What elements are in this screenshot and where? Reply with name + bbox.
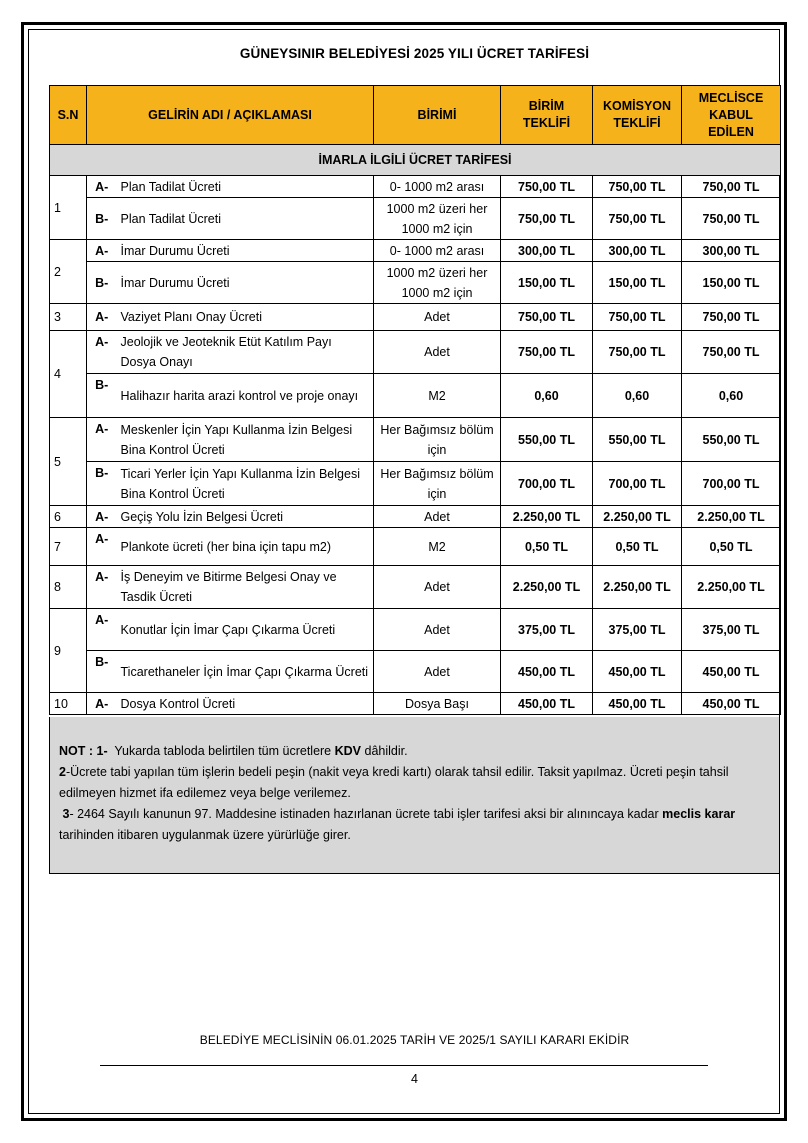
table-row xyxy=(50,198,781,240)
row-unit: Adet xyxy=(374,609,501,651)
row-council-accepted: 300,00 TL xyxy=(682,240,781,262)
table-row xyxy=(50,528,781,566)
row-sn: 3 xyxy=(50,304,87,331)
row-unit-offer: 0,60 xyxy=(501,374,593,418)
row-commission-offer: 550,00 TL xyxy=(593,418,682,462)
row-council-accepted: 450,00 TL xyxy=(682,651,781,693)
row-unit-offer: 750,00 TL xyxy=(501,304,593,331)
row-unit: Her Bağımsız bölüm için xyxy=(374,418,501,462)
row-commission-offer: 0,60 xyxy=(593,374,682,418)
note-3-number: 3 xyxy=(62,807,70,821)
notes-box xyxy=(49,717,780,874)
row-commission-offer: 750,00 TL xyxy=(593,198,682,240)
row-letter: A- xyxy=(87,506,117,528)
row-description: Jeolojik ve Jeoteknik Etüt Katılım Payı Dosya Onayı xyxy=(117,331,374,374)
row-letter: A- xyxy=(87,693,117,715)
row-unit: M2 xyxy=(374,374,501,418)
row-letter: A- xyxy=(87,176,117,198)
row-sn: 1 xyxy=(50,176,87,240)
table-row xyxy=(50,374,781,418)
table-row xyxy=(50,262,781,304)
table-row xyxy=(50,693,781,715)
row-commission-offer: 700,00 TL xyxy=(593,462,682,506)
row-unit: Her Bağımsız bölüm için xyxy=(374,462,501,506)
row-council-accepted: 700,00 TL xyxy=(682,462,781,506)
row-sn: 8 xyxy=(50,566,87,609)
row-council-accepted: 0,60 xyxy=(682,374,781,418)
row-letter: B- xyxy=(87,198,117,240)
row-unit: 0- 1000 m2 arası xyxy=(374,240,501,262)
row-commission-offer: 150,00 TL xyxy=(593,262,682,304)
table-header-row xyxy=(50,86,781,145)
header-unit: BİRİMİ xyxy=(374,86,501,145)
note-1-label: NOT : 1- xyxy=(59,744,108,758)
row-commission-offer: 2.250,00 TL xyxy=(593,506,682,528)
row-council-accepted: 750,00 TL xyxy=(682,304,781,331)
table-row xyxy=(50,506,781,528)
note-3-text-b: tarihinden itibaren uygulanmak üzere yürürlüğe girer. xyxy=(59,828,351,842)
section-title: İMARLA İLGİLİ ÜCRET TARİFESİ xyxy=(50,145,781,176)
row-council-accepted: 750,00 TL xyxy=(682,176,781,198)
row-unit-offer: 450,00 TL xyxy=(501,693,593,715)
row-letter: A- xyxy=(87,240,117,262)
row-unit: Dosya Başı xyxy=(374,693,501,715)
row-commission-offer: 450,00 TL xyxy=(593,651,682,693)
row-unit: Adet xyxy=(374,331,501,374)
row-unit-offer: 375,00 TL xyxy=(501,609,593,651)
section-row xyxy=(50,145,781,176)
note-3-text-a: - 2464 Sayılı kanunun 97. Maddesine istinaden hazırlanan ücrete tabi işler tarifesi aksi bir alınıncaya kadar xyxy=(69,807,659,821)
row-unit: M2 xyxy=(374,528,501,566)
note-1-text-a: Yukarda tabloda belirtilen tüm ücretlere xyxy=(114,744,332,758)
row-description: Vaziyet Planı Onay Ücreti xyxy=(117,304,374,331)
row-letter: B- xyxy=(87,374,117,418)
note-2 xyxy=(59,762,771,804)
row-letter: A- xyxy=(87,418,117,462)
row-unit-offer: 450,00 TL xyxy=(501,651,593,693)
note-2-text: -Ücrete tabi yapılan tüm işlerin bedeli peşin (nakit veya kredi kartı) olarak tahsil edilir. Taksit yapılmaz. Ücreti peşin tahsil edilmeyen hizmet ifa edilemez veya belge verilemez. xyxy=(59,765,729,800)
table-row xyxy=(50,331,781,374)
row-unit: Adet xyxy=(374,304,501,331)
table-row xyxy=(50,609,781,651)
row-commission-offer: 300,00 TL xyxy=(593,240,682,262)
row-letter: A- xyxy=(87,331,117,374)
header-unit-offer: BİRİM TEKLİFİ xyxy=(501,86,593,145)
row-unit: 1000 m2 üzeri her 1000 m2 için xyxy=(374,198,501,240)
note-1-bold: KDV xyxy=(334,744,362,758)
row-commission-offer: 375,00 TL xyxy=(593,609,682,651)
row-letter: A- xyxy=(87,609,117,651)
row-sn: 2 xyxy=(50,240,87,304)
row-council-accepted: 750,00 TL xyxy=(682,198,781,240)
document-title: GÜNEYSINIR BELEDİYESİ 2025 YILI ÜCRET TARİFESİ xyxy=(239,46,590,61)
row-council-accepted: 375,00 TL xyxy=(682,609,781,651)
row-description: Dosya Kontrol Ücreti xyxy=(117,693,374,715)
row-council-accepted: 2.250,00 TL xyxy=(682,506,781,528)
row-commission-offer: 0,50 TL xyxy=(593,528,682,566)
note-1 xyxy=(59,741,771,762)
row-description: Geçiş Yolu İzin Belgesi Ücreti xyxy=(117,506,374,528)
row-unit-offer: 150,00 TL xyxy=(501,262,593,304)
row-sn: 9 xyxy=(50,609,87,693)
row-unit: Adet xyxy=(374,506,501,528)
row-letter: B- xyxy=(87,262,117,304)
row-unit-offer: 750,00 TL xyxy=(501,198,593,240)
table-row xyxy=(50,304,781,331)
row-description: Plan Tadilat Ücreti xyxy=(117,198,374,240)
footer-divider xyxy=(100,1065,708,1066)
row-letter: A- xyxy=(87,304,117,331)
row-unit-offer: 750,00 TL xyxy=(501,331,593,374)
row-council-accepted: 750,00 TL xyxy=(682,331,781,374)
row-unit-offer: 550,00 TL xyxy=(501,418,593,462)
table-row xyxy=(50,566,781,609)
header-name: GELİRİN ADI / AÇIKLAMASI xyxy=(87,86,374,145)
row-sn: 5 xyxy=(50,418,87,506)
row-unit-offer: 0,50 TL xyxy=(501,528,593,566)
row-council-accepted: 2.250,00 TL xyxy=(682,566,781,609)
table-row xyxy=(50,651,781,693)
note-2-number: 2 xyxy=(59,765,66,779)
row-unit-offer: 2.250,00 TL xyxy=(501,506,593,528)
row-commission-offer: 750,00 TL xyxy=(593,331,682,374)
row-letter: A- xyxy=(87,528,117,566)
row-unit-offer: 750,00 TL xyxy=(501,176,593,198)
table-row xyxy=(50,176,781,198)
header-sn: S.N xyxy=(50,86,87,145)
row-description: Meskenler İçin Yapı Kullanma İzin Belgesi Bina Kontrol Ücreti xyxy=(117,418,374,462)
row-council-accepted: 150,00 TL xyxy=(682,262,781,304)
row-council-accepted: 550,00 TL xyxy=(682,418,781,462)
header-commission-offer: KOMİSYON TEKLİFİ xyxy=(593,86,682,145)
note-3-bold: meclis karar xyxy=(662,807,736,821)
footer-note: BELEDİYE MECLİSİNİN 06.01.2025 TARİH VE 2025/1 SAYILI KARARI EKİDİR xyxy=(199,1033,630,1047)
row-description: İmar Durumu Ücreti xyxy=(117,240,374,262)
row-council-accepted: 450,00 TL xyxy=(682,693,781,715)
row-letter: B- xyxy=(87,651,117,693)
row-unit: 0- 1000 m2 arası xyxy=(374,176,501,198)
row-description: Konutlar İçin İmar Çapı Çıkarma Ücreti xyxy=(117,609,374,651)
header-council-accepted: MECLİSCE KABUL EDİLEN xyxy=(682,86,781,145)
note-3 xyxy=(59,804,771,846)
row-commission-offer: 2.250,00 TL xyxy=(593,566,682,609)
row-description: Plan Tadilat Ücreti xyxy=(117,176,374,198)
row-letter: A- xyxy=(87,566,117,609)
row-unit-offer: 700,00 TL xyxy=(501,462,593,506)
row-sn: 6 xyxy=(50,506,87,528)
row-unit-offer: 2.250,00 TL xyxy=(501,566,593,609)
row-council-accepted: 0,50 TL xyxy=(682,528,781,566)
row-description: Plankote ücreti (her bina için tapu m2) xyxy=(117,528,374,566)
row-unit: 1000 m2 üzeri her 1000 m2 için xyxy=(374,262,501,304)
row-unit: Adet xyxy=(374,566,501,609)
row-commission-offer: 450,00 TL xyxy=(593,693,682,715)
row-sn: 4 xyxy=(50,331,87,418)
row-unit-offer: 300,00 TL xyxy=(501,240,593,262)
table-row xyxy=(50,418,781,462)
row-letter: B- xyxy=(87,462,117,506)
row-description: Ticarethaneler İçin İmar Çapı Çıkarma Ücreti xyxy=(117,651,374,693)
row-sn: 7 xyxy=(50,528,87,566)
tariff-table xyxy=(49,85,781,715)
row-description: İmar Durumu Ücreti xyxy=(117,262,374,304)
page-number: 4 xyxy=(411,1072,418,1086)
row-description: Halihazır harita arazi kontrol ve proje onayı xyxy=(117,374,374,418)
row-unit: Adet xyxy=(374,651,501,693)
table-row xyxy=(50,240,781,262)
table-row xyxy=(50,462,781,506)
note-1-text-b: dâhildir. xyxy=(364,744,408,758)
row-sn: 10 xyxy=(50,693,87,715)
row-description: Ticari Yerler İçin Yapı Kullanma İzin Belgesi Bina Kontrol Ücreti xyxy=(117,462,374,506)
row-commission-offer: 750,00 TL xyxy=(593,176,682,198)
row-commission-offer: 750,00 TL xyxy=(593,304,682,331)
row-description: İş Deneyim ve Bitirme Belgesi Onay ve Tasdik Ücreti xyxy=(117,566,374,609)
